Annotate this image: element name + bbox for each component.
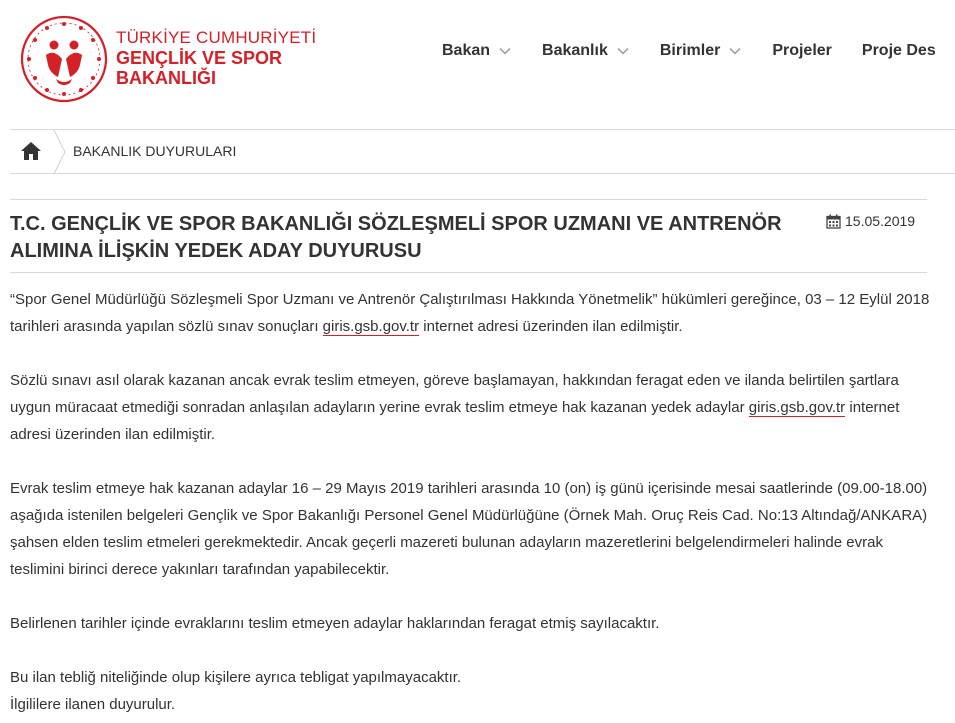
site-header <box>0 0 955 110</box>
nav-item-label: Bakan <box>442 42 491 59</box>
article-body <box>10 286 935 718</box>
nav-item-birimler[interactable] <box>660 42 742 60</box>
nav-item-label: Projeler <box>772 42 832 59</box>
title-divider-bottom <box>10 272 927 273</box>
home-icon[interactable] <box>20 141 42 161</box>
breadcrumb <box>10 129 955 174</box>
brand-name[interactable] <box>116 29 316 87</box>
chevron-down-icon <box>498 44 512 58</box>
brand-line-2: GENÇLİK VE SPOR <box>116 48 283 68</box>
paragraph-text: Sözlü sınavı asıl olarak kazanan ancak evrak teslim etmeyen, göreve başlamayan, hakkından feragat eden ve ilanda belirtilen şartlara uygun müracaat etmediği sonradan anlaşılan adayların yerine evrak teslim etmeye hak kazanan yedek adaylar <box>10 372 899 416</box>
nav-item-label: Bakanlık <box>542 42 608 59</box>
calendar-icon <box>826 214 841 229</box>
brand-line-1: TÜRKİYE CUMHURİYETİ <box>116 28 317 47</box>
chevron-down-icon <box>728 44 742 58</box>
nav-item-bakan[interactable] <box>442 42 512 60</box>
giris-link[interactable]: giris.gsb.gov.tr <box>322 318 420 335</box>
title-divider-top <box>10 199 927 200</box>
paragraph-2 <box>10 367 935 448</box>
nav-item-label: Birimler <box>659 42 721 59</box>
paragraph-text: internet adresi üzerinden ilan edilmiştir. <box>419 318 683 335</box>
paragraph-1 <box>10 286 935 340</box>
main-nav <box>442 42 936 60</box>
breadcrumb-separator-icon <box>53 130 67 174</box>
nav-item-proje-destekleri[interactable] <box>862 42 936 60</box>
chevron-down-icon <box>616 44 630 58</box>
giris-link[interactable]: giris.gsb.gov.tr <box>748 399 846 416</box>
article-title: T.C. GENÇLİK VE SPOR BAKANLIĞI SÖZLEŞMELİ SPOR UZMANI VE ANTRENÖR ALIMINA İLİŞKİN YEDEK ADAY DUYURUSU <box>10 213 782 262</box>
paragraph-6: İlgililere ilanen duyurulur. <box>10 696 176 713</box>
paragraph-5: Bu ilan tebliğ niteliğinde olup kişilere ayrıca tebligat yapılmayacaktır. <box>10 669 462 686</box>
paragraph-4: Belirlenen tarihler içinde evraklarını teslim etmeyen adaylar haklarından feragat etmiş sayılacaktır. <box>10 615 660 632</box>
paragraph-text: internet adresi üzerinden ilan edilmiştir. <box>10 399 900 443</box>
nav-item-projeler[interactable] <box>772 42 832 60</box>
nav-item-bakanlik[interactable] <box>542 42 630 60</box>
article-date <box>826 213 915 229</box>
article-date-text: 15.05.2019 <box>845 213 916 229</box>
ministry-logo-icon[interactable] <box>20 15 108 103</box>
breadcrumb-current[interactable]: BAKANLIK DUYURULARI <box>73 143 237 159</box>
paragraph-text: “Spor Genel Müdürlüğü Sözleşmeli Spor Uzmanı ve Antrenör Çalıştırılması Hakkında Yönetmelik” hükümleri gereğince, 03 – 12 Eylül 2018 tarihleri arasında yapılan sözlü sınav sonuçları <box>10 291 930 335</box>
paragraph-3: Evrak teslim etmeye hak kazanan adaylar 16 – 29 Mayıs 2019 tarihleri arasında 10 (on) iş günü içerisinde mesai saatlerinde (09.00-18.00) aşağıda istenilen belgeleri Gençlik ve Spor Bakanlığı Personel Genel Müdürlüğüne (Örnek Mah. Oruç Reis Cad. No:13 Altındağ/ANKARA) şahsen elden teslim etmeleri gerekmektedir. Ancak geçerli mazereti bulunan adayların mazeretlerini belgelendirmeleri halinde evrak teslimini birinci derece yakınları tarafından yapabilecektir. <box>10 480 928 578</box>
brand-line-3: BAKANLIĞI <box>116 68 216 88</box>
nav-item-label: Proje Des <box>861 42 936 59</box>
